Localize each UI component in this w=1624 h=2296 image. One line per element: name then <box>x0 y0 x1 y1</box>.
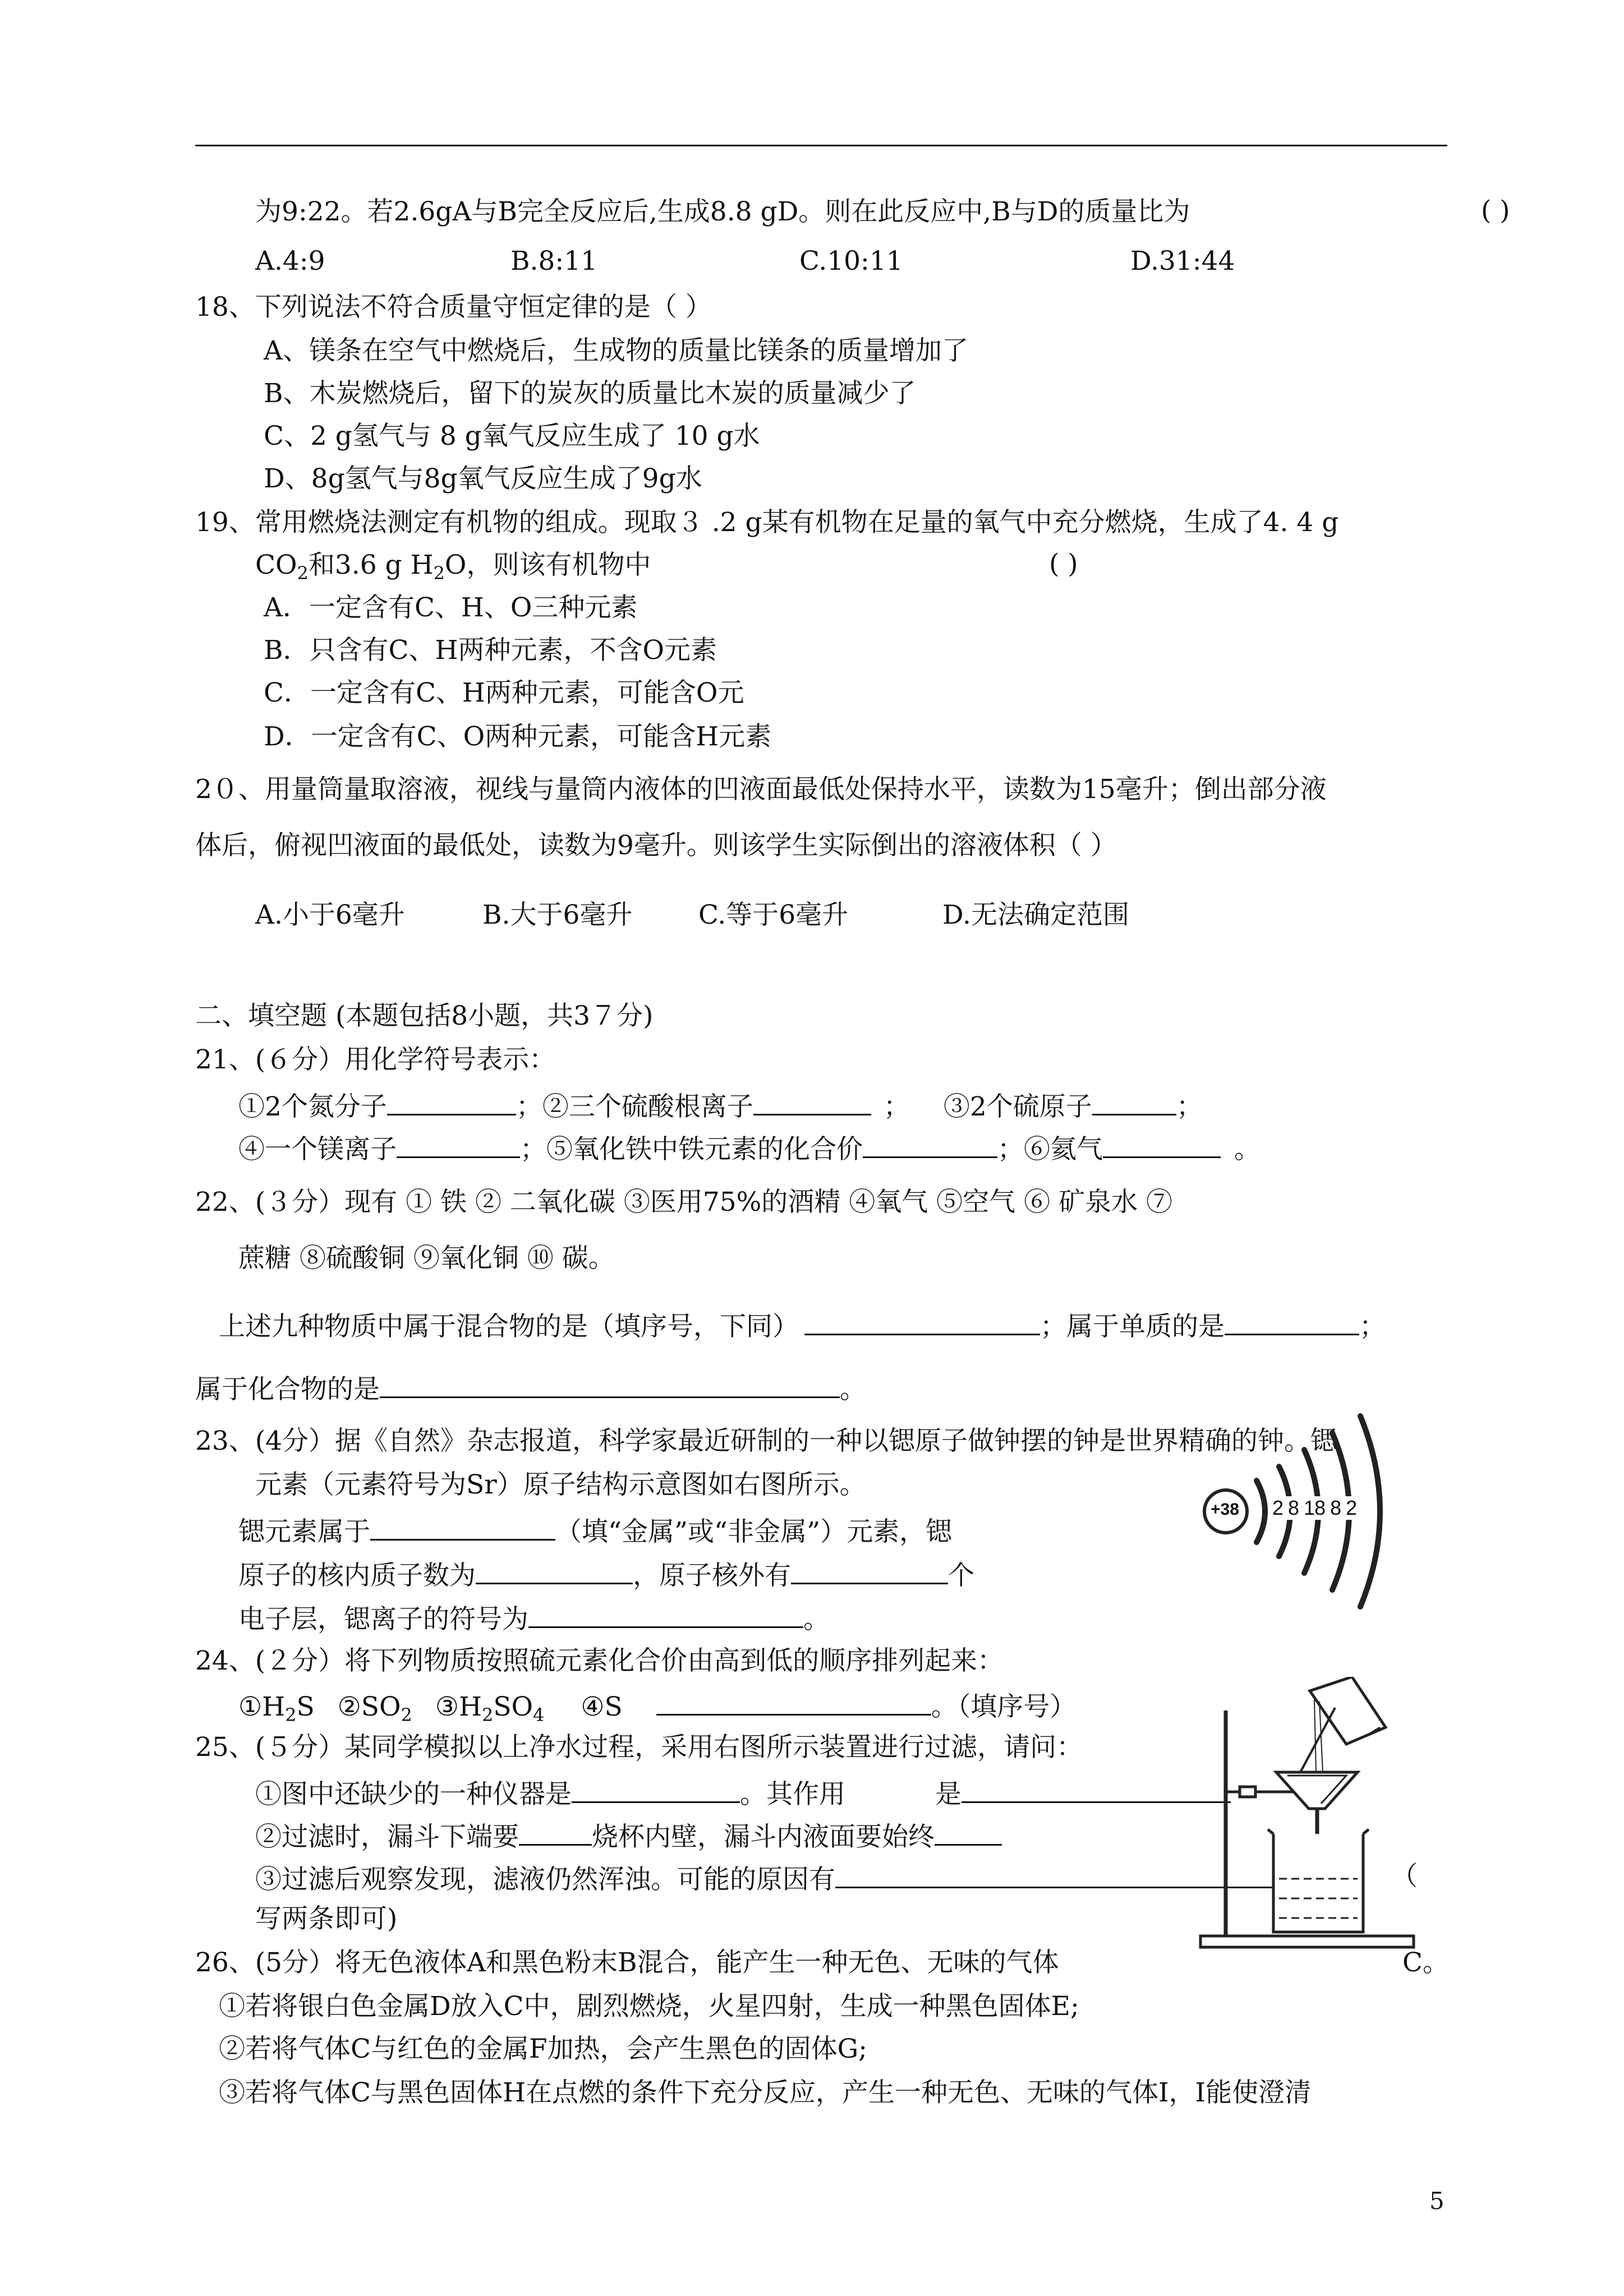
q18-option-b: B、木炭燃烧后，留下的炭灰的质量比木炭的质量减少了 <box>264 378 916 409</box>
q17-option-c: C.10:11 <box>799 246 903 276</box>
q23-line1: 23、(4分）据《自然》杂志报道，科学家最近研制的一种以锶原子做钟摆的钟是世界精确的钟。锶 <box>195 1426 1337 1456</box>
q24-blank-order[interactable] <box>656 1687 931 1716</box>
q26-line3: ③若将气体C与黑色固体H在点燃的条件下充分反应，产生一种无色、无味的气体I，I能使澄清 <box>219 2077 1312 2108</box>
q22-blank-element[interactable] <box>1225 1307 1359 1335</box>
beaker-lip <box>1268 1829 1273 1834</box>
q26-line1: ①若将银白色金属D放入C中，剧烈燃烧，火星四射，生成一种黑色固体E; <box>219 1991 1079 2022</box>
q20-option-a: A.小于6毫升 <box>255 900 405 930</box>
q21-blank-5[interactable] <box>863 1129 997 1158</box>
q21-blank-3[interactable] <box>1092 1087 1176 1115</box>
filtration-apparatus-diagram <box>1178 1677 1436 1957</box>
q26-stem-end: C。 <box>1402 1947 1449 1978</box>
q21-blank-1[interactable] <box>387 1087 516 1115</box>
q23-line2: 元素（元素符号为Sr）原子结构示意图如右图所示。 <box>255 1469 866 1500</box>
electron-shell-arc <box>1360 1416 1380 1607</box>
q19-answer-paren: ( ) <box>1049 548 1078 579</box>
q20-option-d: D.无法确定范围 <box>942 900 1129 930</box>
q24-items: $①H_2S$ $②SO_2$ $③H_2SO_4$ ④S 。（填序号） <box>238 1687 1076 1732</box>
q20-option-c: C.等于6毫升 <box>698 900 849 930</box>
q25-line4: 写两条即可) <box>255 1903 398 1934</box>
q18-option-c: C、2 g氢气与 8 g氧气反应生成了 10 g水 <box>264 421 760 451</box>
clamp-knob <box>1240 1787 1255 1797</box>
q25-line3-paren: （ <box>1391 1861 1418 1892</box>
q23-blank-protons[interactable] <box>476 1556 633 1584</box>
q26-line2: ②若将气体C与红色的金属F加热，会产生黑色的固体G; <box>219 2034 867 2064</box>
q21-stem: 21、(６分）用化学符号表示： <box>195 1044 556 1075</box>
q23-line5: 电子层，锶离子的符号为 。 <box>238 1599 830 1636</box>
nucleus-label: +38 <box>1211 1500 1239 1519</box>
beaker-lip <box>1363 1829 1369 1834</box>
stand-base <box>1200 1936 1414 1947</box>
q23-line4: 原子的核内质子数为 ，原子核外有 个 <box>238 1556 974 1593</box>
q19-stem-line2: $CO_2$和3.6 g $H_2O$，则该有机物中 <box>255 550 651 584</box>
q17-option-d: D.31:44 <box>1130 246 1235 276</box>
q19-stem: 19、常用燃烧法测定有机物的组成。现取３ .2 g某有机物在足量的氧气中充分燃烧，生成了4. 4 g <box>195 507 1339 538</box>
q24-stem: 24、(２分）将下列物质按照硫元素化合价由高到低的顺序排列起来： <box>195 1645 1004 1676</box>
q25-line2: ②过滤时，漏斗下端要 烧杯内壁，漏斗内液面要始终 <box>255 1817 1002 1854</box>
glass-rod <box>1300 1708 1335 1772</box>
q25-blank-instrument[interactable] <box>572 1774 740 1803</box>
q25-line3: ③过滤后观察发现，滤液仍然浑浊。可能的原因有 <box>255 1860 1346 1897</box>
q23-line3: 锶元素属于 （填“金属”或“非金属”）元素，锶 <box>238 1512 952 1549</box>
q20-line1: 2０、用量筒量取溶液，视线与量筒内液体的凹液面最低处保持水平，读数为15毫升；倒出部分液 <box>195 774 1327 805</box>
q23-blank-type[interactable] <box>370 1512 555 1541</box>
q25-blank-funnel[interactable] <box>519 1817 592 1846</box>
q18-option-a: A、镁条在空气中燃烧后，生成物的质量比镁条的质量增加了 <box>264 335 968 366</box>
q26-stem: 26、(5分）将无色液体A和黑色粉末B混合，能产生一种无色、无味的气体 <box>195 1947 1059 1978</box>
q21-blank-4[interactable] <box>397 1129 520 1158</box>
q25-stem: 25、(５分）某同学模拟以上净水过程，采用右图所示装置进行过滤，请问： <box>195 1732 1083 1763</box>
q21-line1: ①2个氮分子 ；②三个硫酸根离子 ； ③2个硫原子 ； <box>238 1087 1203 1124</box>
q23-blank-ion[interactable] <box>528 1599 803 1628</box>
q22-line2: 蔗糖 ⑧硫酸铜 ⑨氧化铜 ⑩ 碳。 <box>238 1243 615 1274</box>
q21-blank-2[interactable] <box>753 1087 871 1115</box>
q19-option-d: D．一定含有C、O两种元素，可能含H元素 <box>264 721 772 752</box>
q18-stem: 18、下列说法不符合质量守恒定律的是（ ） <box>195 292 712 322</box>
q22-blank-compound[interactable] <box>380 1370 840 1398</box>
electron-shell-arc <box>1257 1481 1265 1542</box>
q22-line4: 属于化合物的是 。 <box>195 1370 866 1407</box>
q22-blank-mixture[interactable] <box>804 1307 1040 1335</box>
q23-blank-shells[interactable] <box>791 1556 948 1584</box>
q22-line3: 上述九种物质中属于混合物的是（填序号，下同） ；属于单质的是 ； <box>219 1307 1386 1344</box>
q17-line: 为9:22。若2.6gA与B完全反应后,生成8.8 gD。则在此反应中,B与D的质量比为 <box>255 196 1190 227</box>
header-rule <box>195 145 1447 146</box>
liquid-stream <box>1314 1699 1316 1772</box>
q19-option-b: B．只含有C、H两种元素，不含O元素 <box>264 635 717 666</box>
q17-answer-paren: ( ) <box>1481 195 1510 226</box>
q18-option-d: D、8g氢气与8g氧气反应生成了9g水 <box>264 463 702 494</box>
q22-line1: 22、(３分）现有 ① 铁 ② 二氧化碳 ③医用75%的酒精 ④氧气 ⑤空气 ⑥ 矿泉水 ⑦ <box>195 1187 1173 1218</box>
q25-blank-level[interactable] <box>935 1817 1002 1846</box>
shell-electron-counts: 2 8 18 8 2 <box>1272 1496 1357 1519</box>
q17-option-b: B.8:11 <box>510 246 598 276</box>
q20-line2: 体后，俯视凹液面的最低处，读数为9毫升。则该学生实际倒出的溶液体积（ ） <box>195 830 1117 861</box>
q20-option-b: B.大于6毫升 <box>482 900 633 930</box>
q25-line1: ①图中还缺少的一种仪器是 。其作用 是 <box>255 1774 1231 1811</box>
q21-blank-6[interactable] <box>1103 1129 1221 1158</box>
page-number: 5 <box>1429 2187 1444 2215</box>
q17-option-a: A.4:9 <box>255 246 325 276</box>
q19-option-c: C．一定含有C、H两种元素，可能含O元 <box>264 677 744 708</box>
section-fill-in-title: 二、填空题 (本题包括8小题，共3７分) <box>195 1001 654 1031</box>
q19-option-a: A．一定含有C、H、O三种元素 <box>264 592 638 623</box>
q21-line2: ④一个镁离子 ；⑤氧化铁中铁元素的化合价 ；⑥氦气 。 <box>238 1129 1260 1167</box>
